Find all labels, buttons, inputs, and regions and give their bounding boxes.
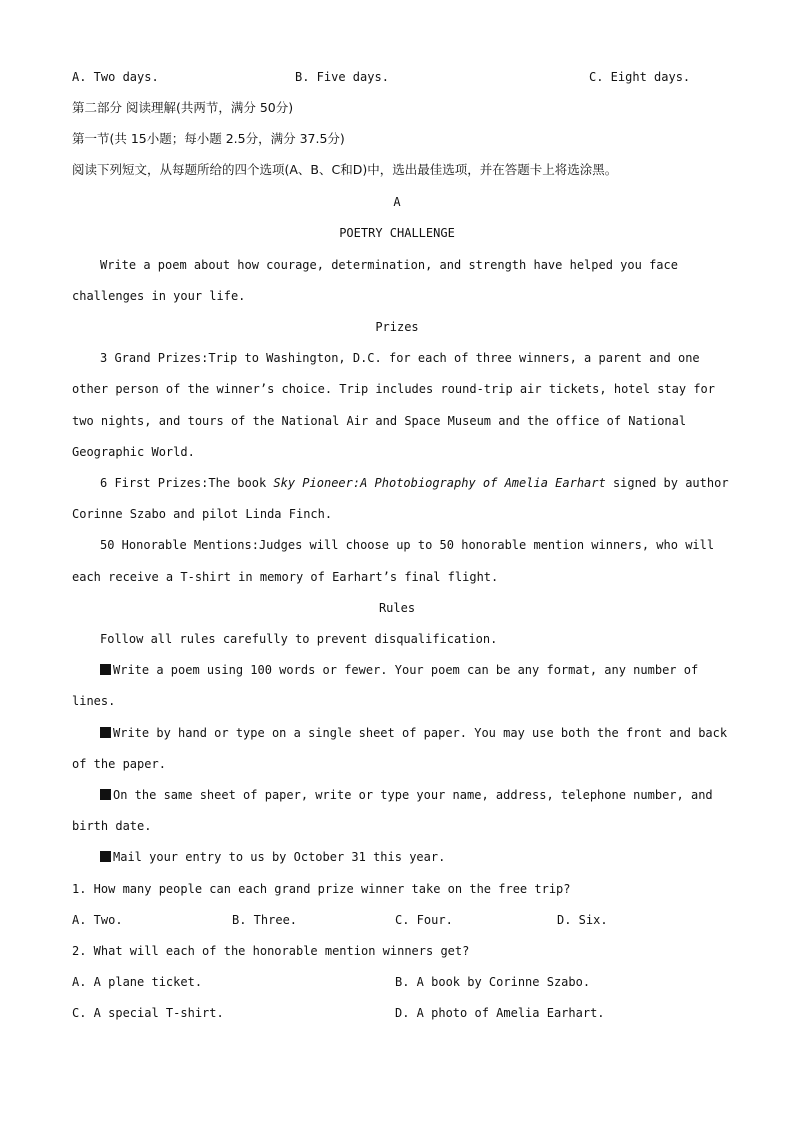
- rule-4-text: Mail your entry to us by October 31 this year.: [113, 850, 446, 864]
- first-prize-prefix: 6 First Prizes:The book: [100, 476, 274, 490]
- intro-line-1: Write a poem about how courage, determination, and strength have helped you face: [100, 258, 678, 272]
- q1-option-a: A. Two.: [72, 913, 123, 927]
- option-c: C. Eight days.: [589, 70, 691, 84]
- first-prize-line-1: [100, 475, 729, 491]
- q2-option-d: D. A photo of Amelia Earhart.: [395, 1006, 605, 1020]
- section-title: 第一节(共 15小题；每小题 2.5分，满分 37.5分): [72, 131, 345, 146]
- first-prize-line-2: Corinne Szabo and pilot Linda Finch.: [72, 507, 333, 521]
- rule-2-line-1: [100, 725, 727, 741]
- option-b: B. Five days.: [295, 70, 389, 84]
- honorable-line-1: 50 Honorable Mentions:Judges will choose up to 50 honorable mention winners, who will: [100, 538, 715, 552]
- rule-3-text: On the same sheet of paper, write or type your name, address, telephone number, and: [113, 788, 713, 802]
- grand-prize-line-1: 3 Grand Prizes:Trip to Washington, D.C. for each of three winners, a parent and one: [100, 351, 700, 365]
- instructions: 阅读下列短文，从每题所给的四个选项(A、B、C和D)中，选出最佳选项，并在答题卡上将选涂黑。: [72, 162, 618, 177]
- rule-2-line-2: of the paper.: [72, 757, 166, 771]
- rule-1-line-2: lines.: [72, 694, 116, 708]
- square-bullet-icon: [100, 851, 111, 862]
- rules-intro: Follow all rules carefully to prevent disqualification.: [100, 632, 498, 646]
- book-title: Sky Pioneer:A Photobiography of Amelia Earhart: [273, 476, 606, 490]
- honorable-line-2: each receive a T-shirt in memory of Earhart’s final flight.: [72, 570, 499, 584]
- q1-option-c: C. Four.: [395, 913, 453, 927]
- rule-1-text: Write a poem using 100 words or fewer. Your poem can be any format, any number of: [113, 663, 699, 677]
- grand-prize-line-3: two nights, and tours of the National Air and Space Museum and the office of National: [72, 414, 687, 428]
- rule-1-line-1: [100, 662, 698, 678]
- part-title: 第二部分 阅读理解(共两节，满分 50分): [72, 100, 294, 115]
- option-a: A. Two days.: [72, 70, 159, 84]
- rule-2-text: Write by hand or type on a single sheet of paper. You may use both the front and back: [113, 726, 728, 740]
- rule-3-line-1: [100, 787, 713, 803]
- grand-prize-line-2: other person of the winner’s choice. Trip includes round-trip air tickets, hotel stay for: [72, 382, 715, 396]
- question-2-stem: 2. What will each of the honorable mention winners get?: [72, 944, 470, 958]
- q2-option-c: C. A special T-shirt.: [72, 1006, 224, 1020]
- rule-3-line-2: birth date.: [72, 819, 152, 833]
- grand-prize-line-4: Geographic World.: [72, 445, 195, 459]
- q2-option-b: B. A book by Corinne Szabo.: [395, 975, 591, 989]
- square-bullet-icon: [100, 727, 111, 738]
- rule-4-line-1: [100, 849, 445, 865]
- q1-option-b: B. Three.: [232, 913, 298, 927]
- first-prize-suffix: signed by author: [605, 476, 729, 490]
- question-1-stem: 1. How many people can each grand prize winner take on the free trip?: [72, 882, 571, 896]
- square-bullet-icon: [100, 664, 111, 675]
- q2-option-a: A. A plane ticket.: [72, 975, 203, 989]
- intro-line-2: challenges in your life.: [72, 289, 246, 303]
- prizes-heading: Prizes: [375, 320, 419, 334]
- passage-title: POETRY CHALLENGE: [339, 226, 455, 240]
- passage-letter: A: [393, 195, 401, 209]
- q1-option-d: D. Six.: [557, 913, 608, 927]
- rules-heading: Rules: [378, 601, 416, 615]
- square-bullet-icon: [100, 789, 111, 800]
